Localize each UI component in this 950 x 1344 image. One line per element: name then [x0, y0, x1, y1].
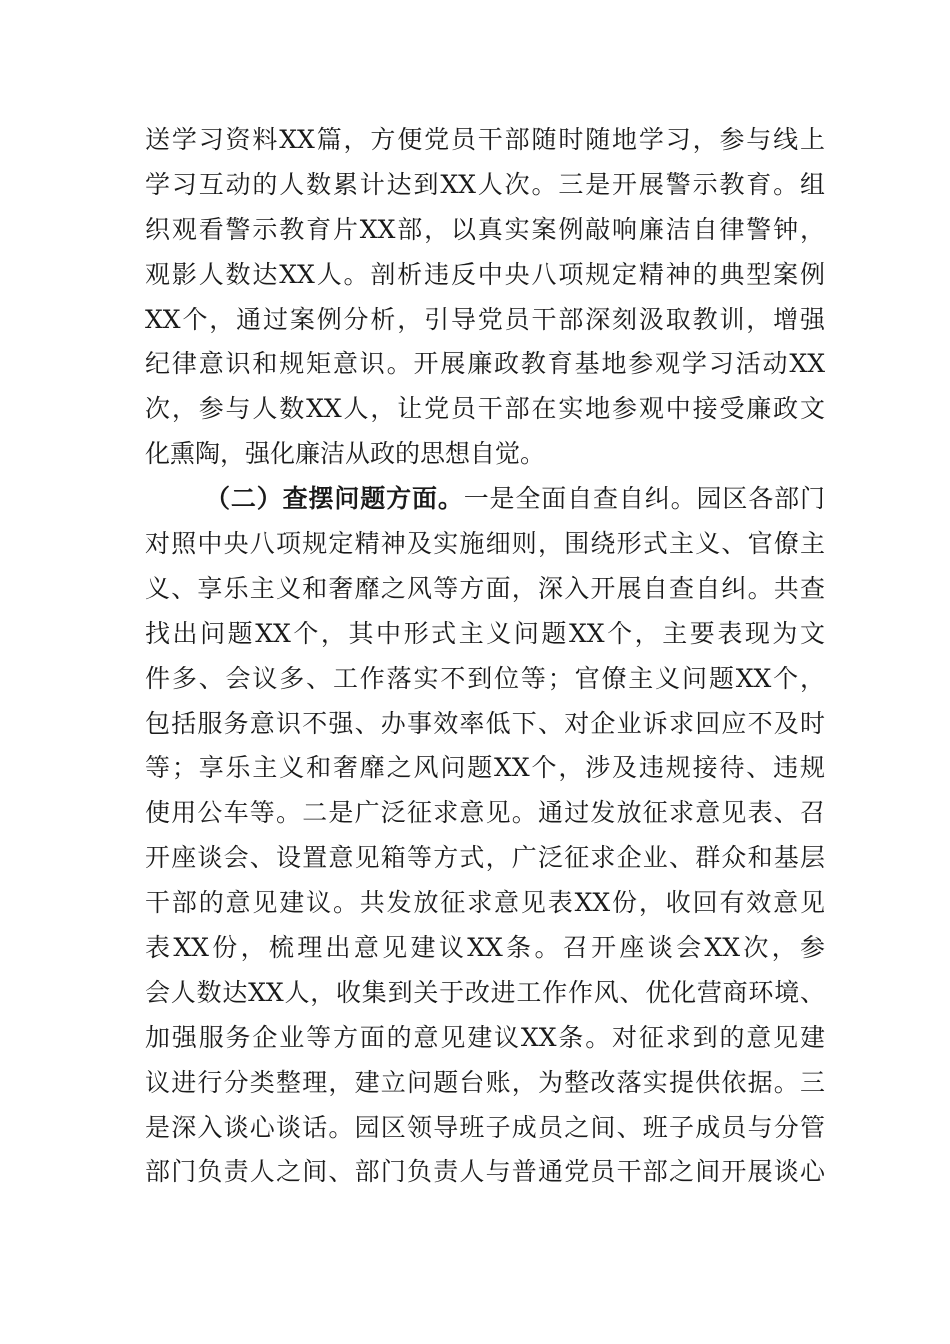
text-line: 件多、会议多、工作落实不到位等；官僚主义问题XX个， [145, 663, 825, 693]
section-heading: （二）查摆问题方面。 [205, 484, 464, 514]
text-line: 部门负责人之间、部门负责人与普通党员干部之间开展谈心 [145, 1157, 825, 1187]
text-line: 送学习资料XX篇，方便党员干部随时随地学习，参与线上 [145, 125, 825, 154]
text-line: 次，参与人数XX人，让党员干部在实地参观中接受廉政文 [145, 394, 825, 424]
section-heading-line [145, 477, 825, 522]
paragraph-end-line: 化熏陶，强化廉洁从政的思想自觉。 [145, 439, 546, 469]
text-line: 议进行分类整理，建立问题台账，为整改落实提供依据。三 [145, 1067, 825, 1097]
text-line: 纪律意识和规矩意识。开展廉政教育基地参观学习活动XX [145, 349, 825, 379]
text-line: 等；享乐主义和奢靡之风问题XX个，涉及违规接待、违规 [145, 753, 825, 783]
text-line: 对照中央八项规定精神及实施细则，围绕形式主义、官僚主 [145, 529, 825, 559]
text-line: 包括服务意识不强、办事效率低下、对企业诉求回应不及时 [145, 708, 825, 738]
text-line: XX个，通过案例分析，引导党员干部深刻汲取教训，增强 [145, 304, 825, 334]
text-line: 会人数达XX人，收集到关于改进工作作风、优化营商环境、 [145, 977, 825, 1007]
text-line: 开座谈会、设置意见箱等方式，广泛征求企业、群众和基层 [145, 843, 825, 873]
section-heading-rest: 一是全面自查自纠。园区各部门 [463, 484, 825, 514]
text-line: 找出问题XX个，其中形式主义问题XX个，主要表现为文 [145, 618, 825, 648]
text-line: 使用公车等。二是广泛征求意见。通过发放征求意见表、召 [145, 798, 825, 828]
text-line: 观影人数达XX人。剖析违反中央八项规定精神的典型案例 [145, 259, 825, 289]
text-line: 学习互动的人数累计达到XX人次。三是开展警示教育。组 [145, 169, 825, 199]
text-line: 加强服务企业等方面的意见建议XX条。对征求到的意见建 [145, 1022, 825, 1052]
text-line: 表XX份，梳理出意见建议XX条。召开座谈会XX次，参 [145, 933, 825, 963]
body-text [145, 118, 825, 1195]
text-line: 干部的意见建议。共发放征求意见表XX份，收回有效意见 [145, 888, 825, 918]
text-line: 织观看警示教育片XX部，以真实案例敲响廉洁自律警钟， [145, 214, 825, 244]
text-line: 是深入谈心谈话。园区领导班子成员之间、班子成员与分管 [145, 1112, 825, 1142]
text-line: 义、享乐主义和奢靡之风等方面，深入开展自查自纠。共查 [145, 573, 825, 603]
